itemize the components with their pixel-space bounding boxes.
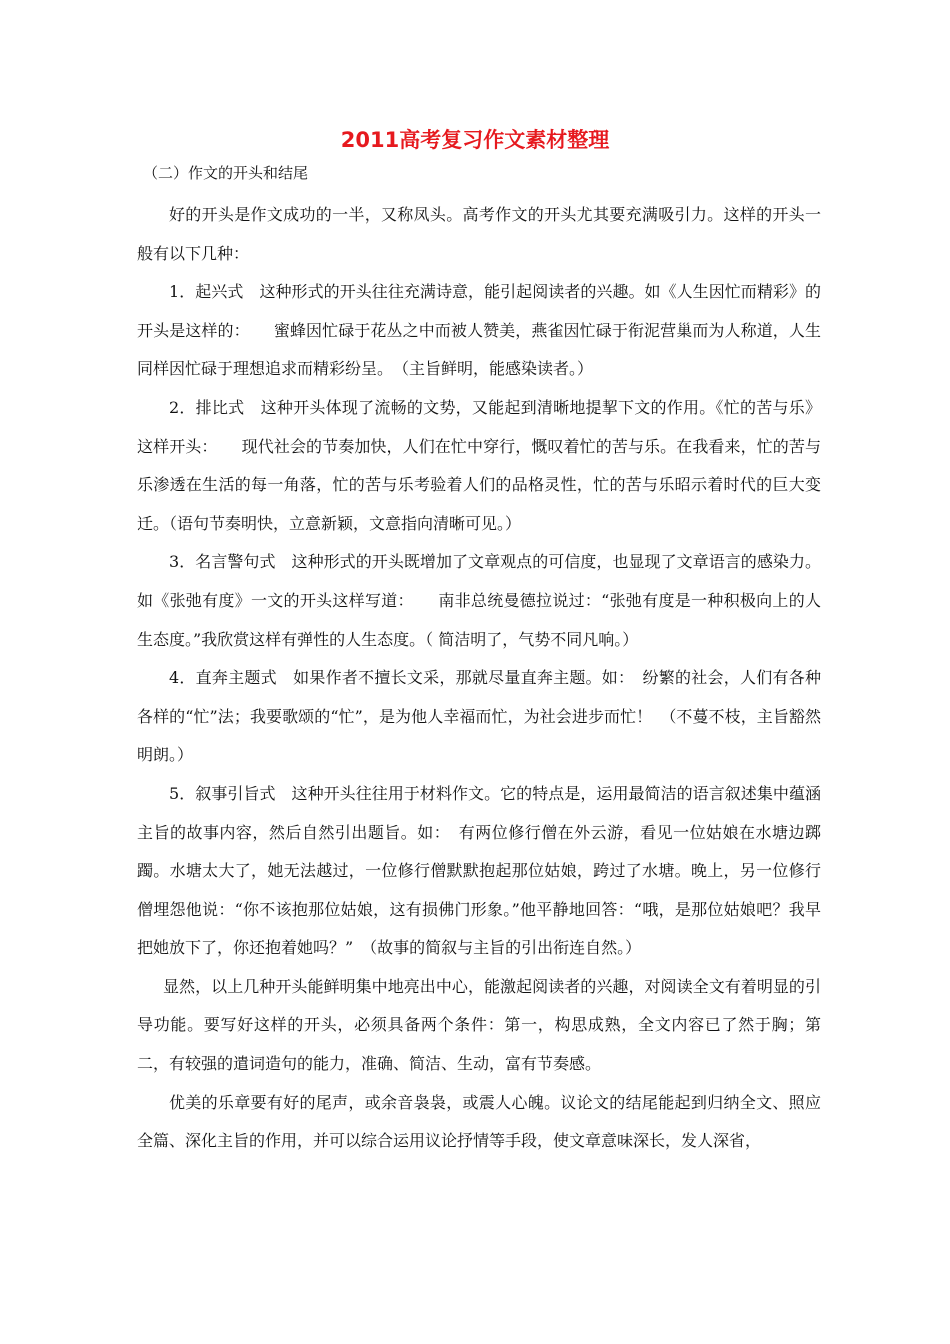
paragraph-ending: 优美的乐章要有好的尾声，或余音袅袅，或震人心魄。议论文的结尾能起到归纳全文、照应全篇、深化主旨的作用，并可以综合运用议论抒情等手段，使文章意味深长，发人深省， [137,1092,821,1151]
document-body [137,196,821,1161]
paragraph-method-4: 4．直奔主题式 如果作者不擅长文采，那就尽量直奔主题。如： 纷繁的社会，人们有各种各样的“忙”法；我要歌颂的“忙”，是为他人幸福而忙，为社会进步而忙！ （不蔓不枝，主旨豁然明朗。） [137,668,821,765]
document-title: 2011高考复习作文素材整理 [340,128,610,152]
paragraph-summary: 显然，以上几种开头能鲜明集中地亮出中心，能激起阅读者的兴趣，对阅读全文有着明显的引导功能。要写好这样的开头，必须具备两个条件：第一，构思成熟，全文内容已了然于胸；第二，有较强的遣词造句的能力，准确、简洁、生动，富有节奏感。 [137,976,821,1074]
paragraph-method-5: 5．叙事引旨式 这种开头往往用于材料作文。它的特点是，运用最简洁的语言叙述集中蕴涵主旨的故事内容，然后自然引出题旨。如： 有两位修行僧在外云游，看见一位姑娘在水塘边踯躅。水塘太大了，她无法越过，一位修行僧默默抱起那位姑娘，跨过了水塘。晚上，另一位修行僧埋怨他说：“你不该抱那位姑娘，这有损佛门形象。”他平静地回答：“哦，是那位姑娘吧？我早把她放下了，你还抱着她吗？” （故事的简叙与主旨的引出衔连自然。） [137,783,821,958]
paragraph-method-1: 1．起兴式 这种形式的开头往往充满诗意，能引起阅读者的兴趣。如《人生因忙而精彩》的开头是这样的： 蜜蜂因忙碌于花丛之中而被人赞美，燕雀因忙碌于衔泥营巢而为人称道，人生同样因忙碌于理想追求而精彩纷呈。 （主旨鲜明，能感染读者。） [137,282,821,379]
paragraph-intro: 好的开头是作文成功的一半，又称凤头。高考作文的开头尤其要充满吸引力。这样的开头一般有以下几种： [137,205,821,263]
section-subtitle: （二）作文的开头和结尾 [143,164,309,182]
paragraph-method-3: 3．名言警句式 这种形式的开头既增加了文章观点的可信度，也显现了文章语言的感染力。如《张弛有度》一文的开头这样写道： 南非总统曼德拉说过：“张弛有度是一种积极向上的人生态度。”我欣赏这样有弹性的人生态度。（ 简洁明了，气势不同凡响。） [137,552,821,649]
paragraph-method-2: 2．排比式 这种开头体现了流畅的文势，又能起到清晰地提挈下文的作用。《忙的苦与乐》这样开头： 现代社会的节奏加快，人们在忙中穿行，慨叹着忙的苦与乐。在我看来，忙的苦与乐渗透在生活的每一角落，忙的苦与乐考验着人们的品格灵性，忙的苦与乐昭示着时代的巨大变迁。（语句节奏明快，立意新颖，文意指向清晰可见。） [137,397,821,533]
